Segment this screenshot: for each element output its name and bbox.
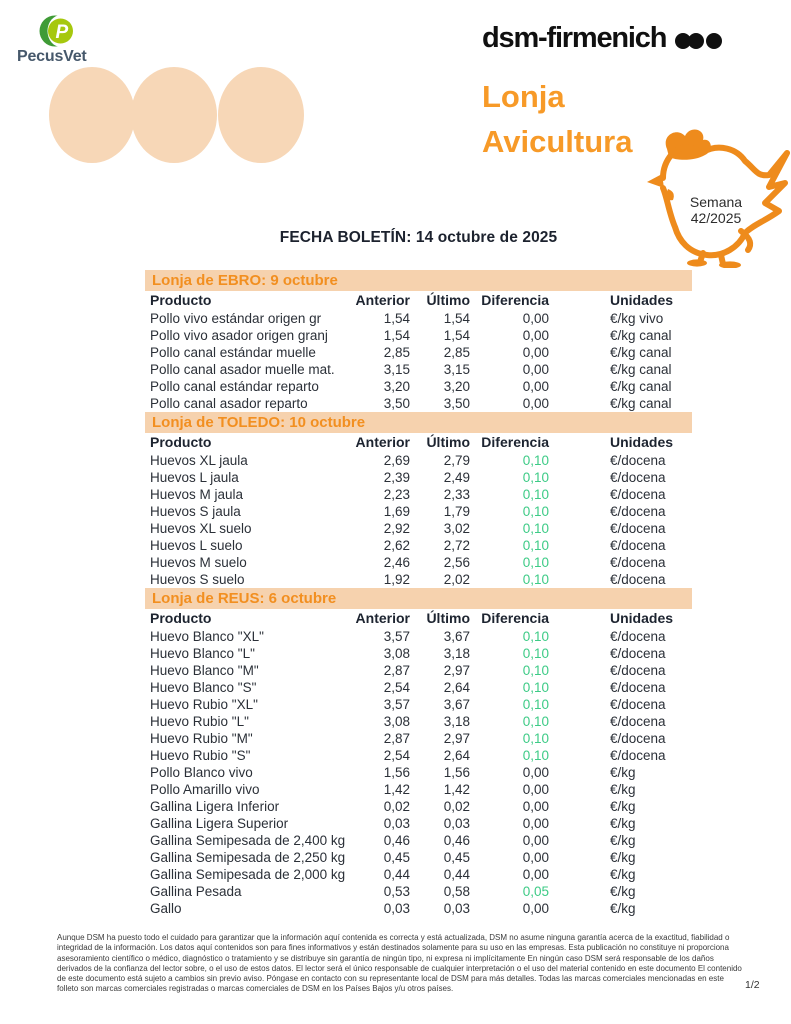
table-row <box>145 883 692 900</box>
table-row <box>145 781 692 798</box>
col-header-ultimo: Último <box>426 434 470 450</box>
table-row <box>145 503 692 520</box>
cell-unidades: €/docena <box>610 646 666 661</box>
cell-diferencia: 0,10 <box>522 504 549 519</box>
table-row <box>145 764 692 781</box>
col-header-diferencia: Diferencia <box>481 292 549 308</box>
cell-producto: Huevo Blanco "XL" <box>150 629 264 644</box>
col-header-ultimo: Último <box>426 292 470 308</box>
table-row <box>145 469 692 486</box>
cell-diferencia: 0,00 <box>522 867 549 882</box>
cell-producto: Gallina Pesada <box>150 884 242 899</box>
table-row <box>145 520 692 537</box>
section-toledo <box>145 412 692 588</box>
cell-unidades: €/docena <box>610 453 666 468</box>
cell-diferencia: 0,10 <box>522 680 549 695</box>
cell-unidades: €/kg vivo <box>610 311 664 326</box>
cell-producto: Pollo canal asador reparto <box>150 396 308 411</box>
week-badge-value: 42/2025 <box>690 210 742 226</box>
cell-producto: Huevos L suelo <box>150 538 243 553</box>
cell-ultimo: 0,02 <box>443 799 470 814</box>
cell-ultimo: 3,02 <box>443 521 470 536</box>
cell-diferencia: 0,10 <box>522 572 549 587</box>
cell-producto: Pollo Blanco vivo <box>150 765 253 780</box>
cell-anterior: 0,53 <box>383 884 410 899</box>
week-badge <box>666 194 766 226</box>
cell-diferencia: 0,00 <box>522 901 549 916</box>
cell-anterior: 2,87 <box>383 663 410 678</box>
cell-unidades: €/kg <box>610 816 636 831</box>
cell-unidades: €/docena <box>610 487 666 502</box>
cell-anterior: 2,46 <box>383 555 410 570</box>
cell-producto: Pollo vivo estándar origen gr <box>150 311 322 326</box>
cell-unidades: €/docena <box>610 555 666 570</box>
cell-producto: Huevo Rubio "M" <box>150 731 253 746</box>
cell-unidades: €/kg canal <box>610 396 672 411</box>
cell-unidades: €/docena <box>610 697 666 712</box>
table-row <box>145 849 692 866</box>
cell-producto: Huevos XL jaula <box>150 453 248 468</box>
cell-ultimo: 3,50 <box>443 396 470 411</box>
cell-ultimo: 2,85 <box>443 345 470 360</box>
dsm-firmenich-logo-text: dsm-firmenich <box>482 22 667 54</box>
cell-producto: Huevo Rubio "S" <box>150 748 251 763</box>
page-number: 1/2 <box>745 979 760 991</box>
table-header-row <box>145 291 692 310</box>
cell-anterior: 3,50 <box>383 396 410 411</box>
price-table <box>145 291 692 412</box>
cell-diferencia: 0,00 <box>522 816 549 831</box>
cell-ultimo: 2,72 <box>443 538 470 553</box>
cell-diferencia: 0,00 <box>522 396 549 411</box>
dsm-three-dots-icon <box>675 32 723 50</box>
table-row <box>145 815 692 832</box>
cell-producto: Huevo Rubio "XL" <box>150 697 258 712</box>
cell-ultimo: 2,33 <box>443 487 470 502</box>
cell-producto: Gallina Semipesada de 2,250 kg <box>150 850 346 865</box>
cell-ultimo: 3,67 <box>443 697 470 712</box>
cell-unidades: €/kg <box>610 867 636 882</box>
cell-diferencia: 0,10 <box>522 487 549 502</box>
cell-unidades: €/kg canal <box>610 379 672 394</box>
cell-producto: Huevos L jaula <box>150 470 239 485</box>
cell-producto: Pollo Amarillo vivo <box>150 782 260 797</box>
cell-anterior: 3,57 <box>383 697 410 712</box>
col-header-producto: Producto <box>150 610 212 626</box>
cell-unidades: €/docena <box>610 663 666 678</box>
table-row <box>145 832 692 849</box>
cell-unidades: €/kg <box>610 765 636 780</box>
cell-anterior: 2,85 <box>383 345 410 360</box>
cell-producto: Huevo Blanco "S" <box>150 680 257 695</box>
cell-ultimo: 0,58 <box>443 884 470 899</box>
table-row <box>145 798 692 815</box>
page-title-line1: Lonja <box>482 79 565 114</box>
cell-ultimo: 3,18 <box>443 646 470 661</box>
cell-producto: Gallo <box>150 901 182 916</box>
cell-producto: Huevo Blanco "L" <box>150 646 255 661</box>
cell-ultimo: 3,20 <box>443 379 470 394</box>
cell-anterior: 2,54 <box>383 680 410 695</box>
table-row <box>145 378 692 395</box>
cell-anterior: 2,39 <box>383 470 410 485</box>
price-tables <box>145 270 692 917</box>
section-ebro <box>145 270 692 412</box>
cell-anterior: 3,20 <box>383 379 410 394</box>
cell-producto: Huevos S suelo <box>150 572 245 587</box>
cell-anterior: 3,08 <box>383 714 410 729</box>
cell-anterior: 0,03 <box>383 816 410 831</box>
cell-diferencia: 0,10 <box>522 663 549 678</box>
cell-diferencia: 0,00 <box>522 765 549 780</box>
cell-diferencia: 0,00 <box>522 799 549 814</box>
table-header-row <box>145 433 692 452</box>
cell-ultimo: 2,02 <box>443 572 470 587</box>
cell-unidades: €/kg <box>610 799 636 814</box>
cell-unidades: €/kg canal <box>610 345 672 360</box>
cell-diferencia: 0,00 <box>522 328 549 343</box>
col-header-diferencia: Diferencia <box>481 434 549 450</box>
col-header-anterior: Anterior <box>355 610 410 626</box>
cell-anterior: 1,56 <box>383 765 410 780</box>
cell-unidades: €/kg <box>610 901 636 916</box>
col-header-anterior: Anterior <box>355 434 410 450</box>
cell-ultimo: 2,64 <box>443 748 470 763</box>
cell-ultimo: 1,42 <box>443 782 470 797</box>
cell-diferencia: 0,10 <box>522 646 549 661</box>
cell-unidades: €/kg <box>610 850 636 865</box>
cell-diferencia: 0,10 <box>522 453 549 468</box>
cell-producto: Huevos M suelo <box>150 555 247 570</box>
cell-anterior: 2,54 <box>383 748 410 763</box>
cell-anterior: 0,45 <box>383 850 410 865</box>
cell-ultimo: 0,03 <box>443 816 470 831</box>
cell-unidades: €/docena <box>610 680 666 695</box>
cell-anterior: 1,54 <box>383 311 410 326</box>
cell-diferencia: 0,05 <box>522 884 549 899</box>
cell-anterior: 1,54 <box>383 328 410 343</box>
cell-producto: Gallina Semipesada de 2,000 kg <box>150 867 346 882</box>
cell-ultimo: 0,44 <box>443 867 470 882</box>
cell-ultimo: 1,54 <box>443 328 470 343</box>
cell-anterior: 1,69 <box>383 504 410 519</box>
table-row <box>145 696 692 713</box>
cell-ultimo: 0,46 <box>443 833 470 848</box>
cell-producto: Huevo Rubio "L" <box>150 714 249 729</box>
table-row <box>145 900 692 917</box>
cell-ultimo: 2,97 <box>443 663 470 678</box>
cell-anterior: 0,02 <box>383 799 410 814</box>
cell-diferencia: 0,00 <box>522 833 549 848</box>
cell-diferencia: 0,10 <box>522 521 549 536</box>
cell-unidades: €/docena <box>610 629 666 644</box>
table-row <box>145 537 692 554</box>
table-row <box>145 486 692 503</box>
cell-producto: Pollo canal estándar muelle <box>150 345 316 360</box>
table-row <box>145 645 692 662</box>
cell-anterior: 2,69 <box>383 453 410 468</box>
disclaimer-text: Aunque DSM ha puesto todo el cuidado para garantizar que la información aquí contenida es correcta y está actualizada, DSM no asume ninguna garantía acerca de la exactitud, fiabilidad o integridad de la información. Los datos aquí contenidos son para fines informativos y están destinados solamente para su uso en las empresas. Esta publicación no constituye ni proporciona asesoramiento científico o médico, diagnóstico o tratamiento y se distribuye sin garantía de ningún tipo, ni expresa ni implícitamente En ningún caso DSM será responsable de los daños derivados de la confianza del lector sobre, o el uso de estos datos. El lector será el único responsable de cualquier interpretación o el uso del material contenido en este documento El contenido de este documento está sujeto a cambios sin previo aviso. Póngase en contacto con su representante local de DSM para más detalles. Todas las marcas comerciales mencionadas en este folleto son marcas comerciales registradas o marcas comerciales de DSM en los Países Bajos y/u otros países. <box>57 933 742 994</box>
cell-unidades: €/docena <box>610 572 666 587</box>
pecusvet-circle-p-icon <box>39 14 73 48</box>
table-row <box>145 344 692 361</box>
cell-ultimo: 2,56 <box>443 555 470 570</box>
week-badge-label: Semana <box>689 194 743 210</box>
section-title-bar: Lonja de REUS: 6 octubre <box>145 588 692 609</box>
cell-unidades: €/docena <box>610 504 666 519</box>
cell-ultimo: 0,45 <box>443 850 470 865</box>
cell-anterior: 1,42 <box>383 782 410 797</box>
table-row <box>145 628 692 645</box>
cell-unidades: €/kg canal <box>610 328 672 343</box>
section-reus <box>145 588 692 917</box>
cell-diferencia: 0,00 <box>522 311 549 326</box>
cell-producto: Huevos S jaula <box>150 504 241 519</box>
col-header-anterior: Anterior <box>355 292 410 308</box>
col-header-unidades: Unidades <box>610 434 674 450</box>
cell-diferencia: 0,10 <box>522 470 549 485</box>
cell-ultimo: 3,15 <box>443 362 470 377</box>
cell-ultimo: 3,67 <box>443 629 470 644</box>
table-row <box>145 866 692 883</box>
cell-unidades: €/docena <box>610 538 666 553</box>
col-header-producto: Producto <box>150 292 212 308</box>
cell-ultimo: 1,54 <box>443 311 470 326</box>
cell-diferencia: 0,00 <box>522 362 549 377</box>
table-row <box>145 554 692 571</box>
page-title-line2: Avicultura <box>482 124 633 159</box>
peach-circles-decoration <box>48 67 310 163</box>
dsm-firmenich-logo <box>482 22 723 55</box>
table-header-row <box>145 609 692 628</box>
cell-diferencia: 0,00 <box>522 345 549 360</box>
table-row <box>145 571 692 588</box>
cell-ultimo: 2,49 <box>443 470 470 485</box>
table-row <box>145 327 692 344</box>
cell-unidades: €/kg <box>610 833 636 848</box>
section-title-bar: Lonja de EBRO: 9 octubre <box>145 270 692 291</box>
cell-anterior: 3,57 <box>383 629 410 644</box>
cell-ultimo: 0,03 <box>443 901 470 916</box>
cell-unidades: €/kg canal <box>610 362 672 377</box>
page-title <box>482 74 632 164</box>
table-row <box>145 679 692 696</box>
cell-anterior: 3,08 <box>383 646 410 661</box>
cell-diferencia: 0,10 <box>522 629 549 644</box>
cell-diferencia: 0,10 <box>522 555 549 570</box>
cell-unidades: €/docena <box>610 731 666 746</box>
col-header-diferencia: Diferencia <box>481 610 549 626</box>
table-row <box>145 713 692 730</box>
cell-unidades: €/docena <box>610 714 666 729</box>
price-table <box>145 609 692 917</box>
cell-producto: Huevos M jaula <box>150 487 244 502</box>
cell-diferencia: 0,10 <box>522 714 549 729</box>
table-row <box>145 310 692 327</box>
table-row <box>145 452 692 469</box>
cell-anterior: 2,87 <box>383 731 410 746</box>
cell-diferencia: 0,00 <box>522 379 549 394</box>
cell-ultimo: 2,79 <box>443 453 470 468</box>
pecusvet-logo-text: PecusVet <box>17 48 87 65</box>
table-row <box>145 361 692 378</box>
cell-diferencia: 0,10 <box>522 538 549 553</box>
cell-anterior: 2,62 <box>383 538 410 553</box>
table-row <box>145 662 692 679</box>
cell-unidades: €/kg <box>610 884 636 899</box>
col-header-ultimo: Último <box>426 610 470 626</box>
cell-unidades: €/kg <box>610 782 636 797</box>
cell-ultimo: 2,64 <box>443 680 470 695</box>
col-header-unidades: Unidades <box>610 292 674 308</box>
cell-anterior: 0,03 <box>383 901 410 916</box>
col-header-producto: Producto <box>150 434 212 450</box>
cell-producto: Pollo vivo asador origen granj <box>150 328 328 343</box>
table-row <box>145 395 692 412</box>
cell-diferencia: 0,00 <box>522 782 549 797</box>
cell-diferencia: 0,00 <box>522 850 549 865</box>
cell-ultimo: 2,97 <box>443 731 470 746</box>
cell-anterior: 3,15 <box>383 362 410 377</box>
cell-producto: Pollo canal estándar reparto <box>150 379 319 394</box>
cell-ultimo: 1,79 <box>443 504 470 519</box>
cell-anterior: 0,44 <box>383 867 410 882</box>
cell-producto: Huevo Blanco "M" <box>150 663 259 678</box>
cell-unidades: €/docena <box>610 470 666 485</box>
cell-producto: Gallina Ligera Superior <box>150 816 289 831</box>
table-row <box>145 730 692 747</box>
cell-anterior: 2,92 <box>383 521 410 536</box>
cell-producto: Gallina Semipesada de 2,400 kg <box>150 833 346 848</box>
cell-diferencia: 0,10 <box>522 748 549 763</box>
cell-ultimo: 3,18 <box>443 714 470 729</box>
table-row <box>145 747 692 764</box>
cell-anterior: 0,46 <box>383 833 410 848</box>
cell-producto: Gallina Ligera Inferior <box>150 799 280 814</box>
cell-anterior: 1,92 <box>383 572 410 587</box>
cell-producto: Pollo canal asador muelle mat. <box>150 362 335 377</box>
cell-anterior: 2,23 <box>383 487 410 502</box>
svg-text:P: P <box>55 22 69 43</box>
cell-unidades: €/docena <box>610 521 666 536</box>
cell-producto: Huevos XL suelo <box>150 521 252 536</box>
section-title-bar: Lonja de TOLEDO: 10 octubre <box>145 412 692 433</box>
cell-unidades: €/docena <box>610 748 666 763</box>
cell-ultimo: 1,56 <box>443 765 470 780</box>
price-table <box>145 433 692 588</box>
bulletin-date: FECHA BOLETÍN: 14 octubre de 2025 <box>279 229 558 246</box>
col-header-unidades: Unidades <box>610 610 674 626</box>
cell-diferencia: 0,10 <box>522 731 549 746</box>
cell-diferencia: 0,10 <box>522 697 549 712</box>
